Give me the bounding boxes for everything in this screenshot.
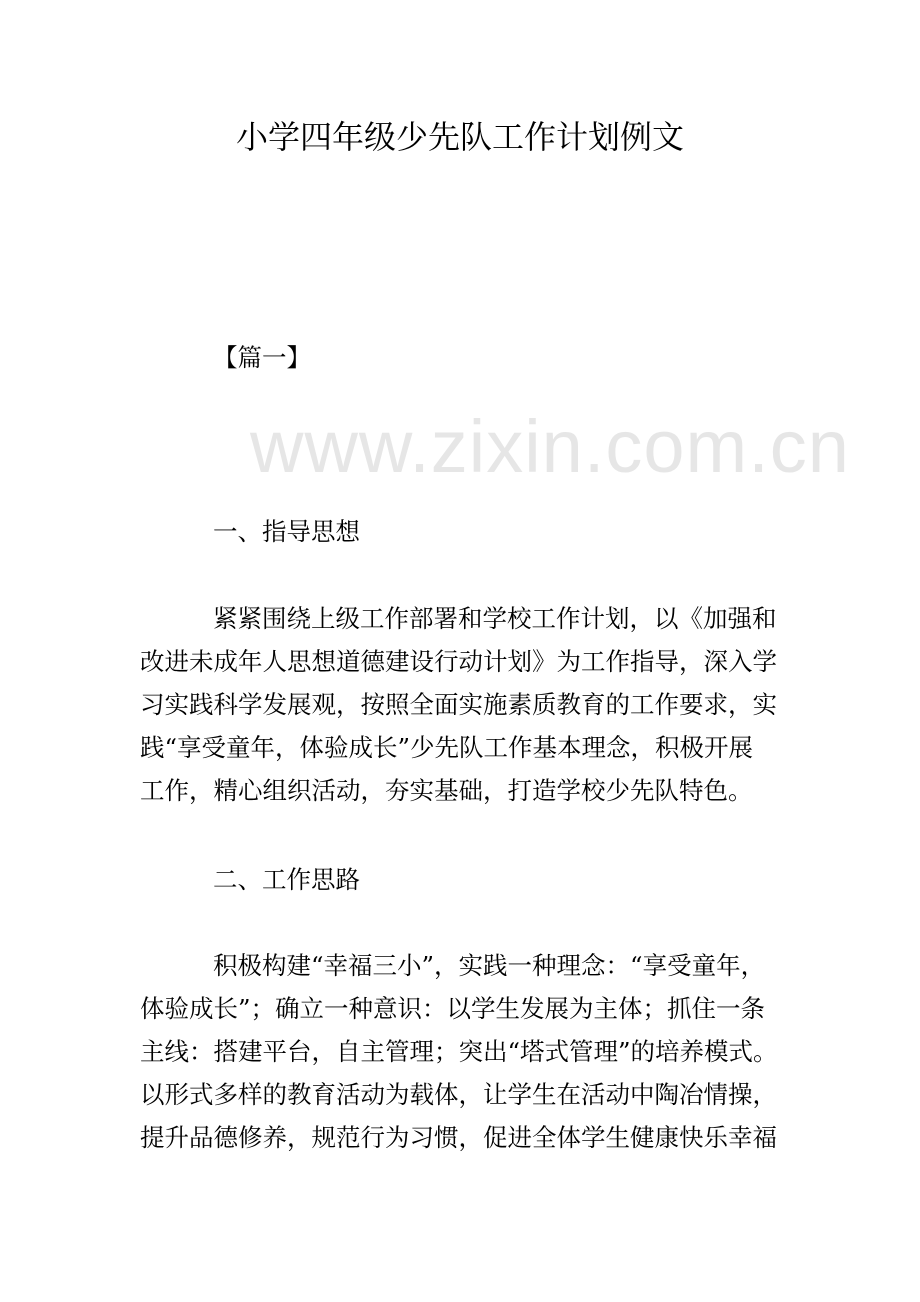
paragraph-line: 积极构建“幸福三小”，实践一种理念：“享受童年， [213, 951, 766, 980]
paragraph-line: 体验成长”；确立一种意识：以学生发展为主体；抓住一条 [140, 994, 766, 1023]
heading-work-approach: 二、工作思路 [213, 865, 360, 894]
heading-guiding-thought: 一、指导思想 [213, 517, 360, 546]
paragraph-line: 工作，精心组织活动，夯实基础，打造学校少先队特色。 [140, 776, 753, 805]
paragraph-line: 提升品德修养，规范行为习惯，促进全体学生健康快乐幸福 [140, 1123, 777, 1152]
paragraph-line: 主线：搭建平台，自主管理；突出“塔式管理”的培养模式。 [140, 1037, 778, 1066]
paragraph-line: 以形式多样的教育活动为载体，让学生在活动中陶冶情操， [140, 1080, 777, 1109]
paragraph-line: 改进未成年人思想道德建设行动计划》为工作指导，深入学 [140, 647, 777, 676]
paragraph-line: 紧紧围绕上级工作部署和学校工作计划，以《加强和 [213, 604, 777, 633]
section-marker: 【篇一】 [213, 343, 311, 372]
paragraph-line: 践“享受童年，体验成长”少先队工作基本理念，积极开展 [140, 733, 754, 762]
document-title: 小学四年级少先队工作计划例文 [235, 118, 684, 156]
watermark: www.zixin.com.cn [250, 405, 850, 488]
paragraph-line: 习实践科学发展观，按照全面实施素质教育的工作要求，实 [140, 690, 777, 719]
